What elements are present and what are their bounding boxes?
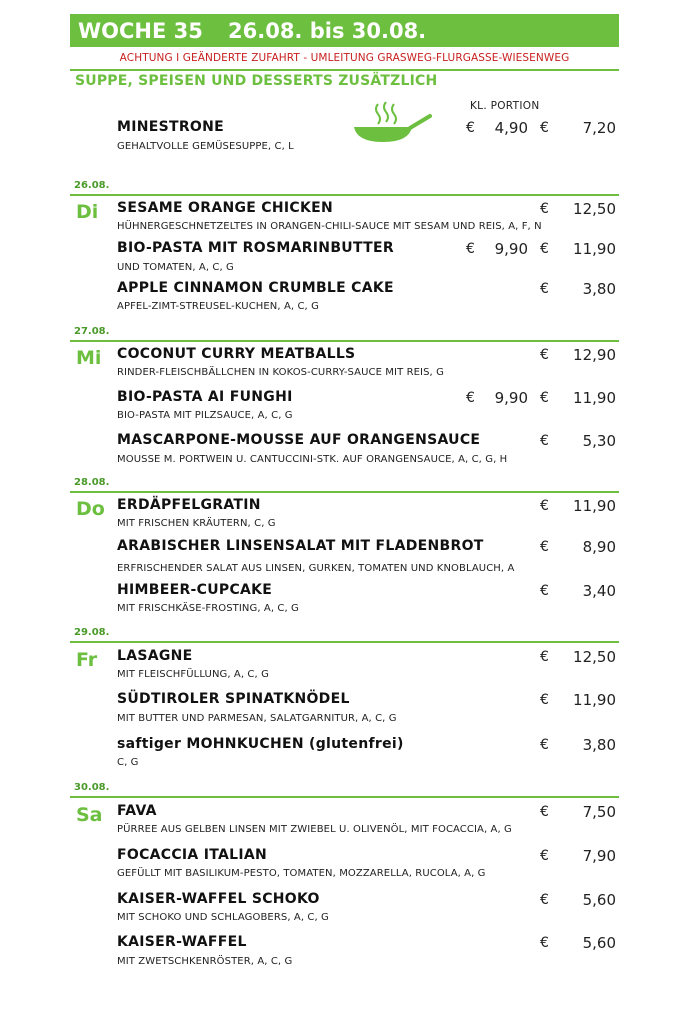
euro-sign: € (540, 281, 549, 297)
day-divider (70, 194, 619, 196)
euro-sign: € (540, 347, 549, 363)
dish-price: 11,90 (573, 691, 616, 709)
dish-desc: MIT FRISCHEN KRÄUTERN, C, G (117, 518, 276, 529)
dish-name: LASAGNE (117, 648, 193, 664)
day-abbr: Mi (76, 347, 102, 369)
divider (70, 69, 619, 71)
dish-desc: GEFÜLLT MIT BASILIKUM-PESTO, TOMATEN, MOZZARELLA, RUCOLA, A, G (117, 868, 486, 879)
dish-price: 3,40 (582, 582, 616, 600)
euro-sign: € (540, 241, 549, 257)
euro-sign: € (540, 201, 549, 217)
euro-sign: € (540, 935, 549, 951)
euro-sign: € (540, 539, 549, 555)
dish-name: BIO-PASTA AI FUNGHI (117, 389, 293, 405)
dish-name: KAISER-WAFFEL SCHOKO (117, 891, 320, 907)
euro-sign: € (540, 649, 549, 665)
dish-name: saftiger MOHNKUCHEN (glutenfrei) (117, 736, 404, 752)
day-abbr: Do (76, 498, 105, 520)
euro-sign: € (540, 692, 549, 708)
dish-name: BIO-PASTA MIT ROSMARINBUTTER (117, 240, 394, 256)
euro-sign: € (540, 892, 549, 908)
dish-price: 11,90 (573, 389, 616, 407)
day-abbr: Sa (76, 804, 103, 826)
dish-price: 11,90 (573, 497, 616, 515)
section-title: SUPPE, SPEISEN UND DESSERTS ZUSÄTZLICH (75, 73, 438, 89)
day-divider (70, 340, 619, 342)
dish-desc: PÜRREE AUS GELBEN LINSEN MIT ZWIEBEL U. OLIVENÖL, MIT FOCACCIA, A, G (117, 824, 512, 835)
dish-name: SESAME ORANGE CHICKEN (117, 200, 333, 216)
dish-price: 3,80 (582, 280, 616, 298)
dish-price: 5,60 (582, 934, 616, 952)
dish-name: APPLE CINNAMON CRUMBLE CAKE (117, 280, 394, 296)
week-header (70, 14, 619, 47)
dish-name: HIMBEER-CUPCAKE (117, 582, 273, 598)
day-date: 29.08. (74, 627, 110, 638)
euro-sign: € (466, 120, 475, 136)
euro-sign: € (540, 804, 549, 820)
dish-name: KAISER-WAFFEL (117, 934, 247, 950)
dish-price: 7,50 (582, 803, 616, 821)
euro-sign: € (466, 390, 475, 406)
dish-desc: MIT FLEISCHFÜLLUNG, A, C, G (117, 669, 269, 680)
small-portion-label: KL. PORTION (470, 100, 540, 112)
dish-desc: MIT FRISCHKÄSE-FROSTING, A, C, G (117, 603, 299, 614)
dish-price: 3,80 (582, 736, 616, 754)
dish-name: FOCACCIA ITALIAN (117, 847, 268, 863)
soup-small-price: 4,90 (494, 119, 528, 137)
week-dates: 26.08. bis 30.08. (228, 18, 427, 43)
dish-price: 8,90 (582, 538, 616, 556)
euro-sign: € (540, 120, 549, 136)
dish-desc: MIT BUTTER UND PARMESAN, SALATGARNITUR, A, C, G (117, 713, 397, 724)
dish-price: 11,90 (573, 240, 616, 258)
soup-name: MINESTRONE (117, 119, 225, 135)
euro-sign: € (540, 390, 549, 406)
dish-name: MASCARPONE-MOUSSE AUF ORANGENSAUCE (117, 432, 481, 448)
euro-sign: € (540, 737, 549, 753)
dish-desc: MOUSSE M. PORTWEIN U. CANTUCCINI-STK. AUF ORANGENSAUCE, A, C, G, H (117, 454, 508, 465)
dish-name: ARABISCHER LINSENSALAT MIT FLADENBROT (117, 538, 484, 554)
dish-desc: BIO-PASTA MIT PILZSAUCE, A, C, G (117, 410, 293, 421)
day-divider (70, 796, 619, 798)
dish-small-price: 9,90 (494, 389, 528, 407)
dish-price: 7,90 (582, 847, 616, 865)
soup-price: 7,20 (582, 119, 616, 137)
euro-sign: € (540, 583, 549, 599)
day-abbr: Di (76, 201, 99, 223)
dish-desc: MIT SCHOKO UND SCHLAGOBERS, A, C, G (117, 912, 329, 923)
dish-name: FAVA (117, 803, 157, 819)
euro-sign: € (540, 433, 549, 449)
dish-name: SÜDTIROLER SPINATKNÖDEL (117, 691, 350, 707)
dish-desc: ERFRISCHENDER SALAT AUS LINSEN, GURKEN, TOMATEN UND KNOBLAUCH, A (117, 563, 515, 574)
dish-desc: APFEL-ZIMT-STREUSEL-KUCHEN, A, C, G (117, 301, 319, 312)
euro-sign: € (466, 241, 475, 257)
steaming-pan-icon (350, 100, 436, 148)
route-notice: ACHTUNG I GEÄNDERTE ZUFAHRT - UMLEITUNG GRASWEG-FLURGASSE-WIESENWEG (119, 52, 570, 64)
dish-desc: HÜHNERGESCHNETZELTES IN ORANGEN-CHILI-SAUCE MIT SESAM UND REIS, A, F, N (117, 221, 542, 232)
euro-sign: € (540, 498, 549, 514)
soup-desc: GEHALTVOLLE GEMÜSESUPPE, C, L (117, 141, 294, 152)
week-number: WOCHE 35 (78, 18, 203, 43)
day-abbr: Fr (76, 649, 98, 671)
dish-name: COCONUT CURRY MEATBALLS (117, 346, 356, 362)
dish-desc: RINDER-FLEISCHBÄLLCHEN IN KOKOS-CURRY-SAUCE MIT REIS, G (117, 367, 444, 378)
dish-desc: C, G (117, 757, 139, 768)
dish-name: ERDÄPFELGRATIN (117, 497, 261, 513)
day-divider (70, 491, 619, 493)
day-date: 27.08. (74, 326, 110, 337)
dish-price: 5,30 (582, 432, 616, 450)
dish-price: 12,50 (573, 200, 616, 218)
dish-desc: UND TOMATEN, A, C, G (117, 262, 234, 273)
euro-sign: € (540, 848, 549, 864)
day-date: 30.08. (74, 782, 110, 793)
dish-price: 12,50 (573, 648, 616, 666)
day-date: 28.08. (74, 477, 110, 488)
dish-price: 5,60 (582, 891, 616, 909)
day-date: 26.08. (74, 180, 110, 191)
dish-price: 12,90 (573, 346, 616, 364)
day-divider (70, 641, 619, 643)
dish-desc: MIT ZWETSCHKENRÖSTER, A, C, G (117, 956, 293, 967)
dish-small-price: 9,90 (494, 240, 528, 258)
